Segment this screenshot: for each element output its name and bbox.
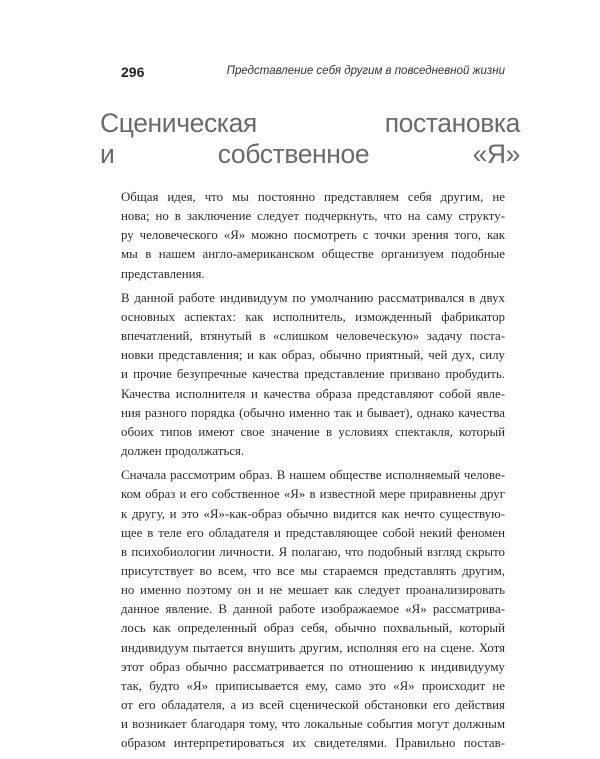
text-line: новки представления; и как образ, обычно приятный, чей дух, силу	[121, 348, 505, 363]
text-line: ния разного порядка (обычно именно так и бывает), однако качества	[121, 405, 505, 420]
text-line: Общая идея, что мы постоянно представляем себя другим, не	[121, 190, 505, 204]
text-line: лось как определенный образ себя, обычно похвальный, который	[121, 621, 505, 636]
text-line: образом интерпретироваться их свидетелями. Правильно постав-	[121, 736, 505, 751]
text-line: должен продолжаться.	[121, 444, 245, 459]
text-line: этот образ обычно рассматривается по отношению к индивидууму	[121, 659, 505, 674]
text-line: мы в нашем англо-американском обществе организуем подобные	[121, 247, 505, 262]
text-line: впечатлений, втянутый в «слишком человеческую» задачу поста-	[121, 329, 505, 344]
text-line: и прочие безупречные качества представление призвано пробудить.	[121, 367, 505, 382]
text-line: присутствует во всем, что все мы стараемся представлять другим,	[121, 563, 505, 578]
text-line: индивидуум пытается внушить другим, исполняя его на сцене. Хотя	[121, 640, 505, 655]
text-line: нова; но в заключение следует подчеркнуть, что на саму структу-	[121, 209, 505, 224]
text-line: представления.	[121, 266, 205, 281]
text-line: ру человеческого «Я» можно посмотреть с точки зрения того, как	[121, 228, 505, 243]
chapter-title-line: и собственное «Я»	[100, 139, 520, 169]
text-line: Качества исполнителя и качества образа представляют собой явле-	[121, 386, 505, 401]
text-line: к другу, и это «Я»-как-образ обычно видится как нечто существую-	[121, 506, 505, 521]
text-line: В данной работе индивидуум по умолчанию рассматривался в двух	[121, 290, 505, 305]
paragraph-1	[121, 188, 505, 284]
text-line: ком образ и его собственное «Я» в известной мере приравнены друг	[121, 487, 505, 502]
chapter-title	[100, 108, 520, 170]
text-line: но именно поэтому он и не мешает как следует проанализировать	[121, 583, 505, 598]
page-header	[121, 64, 505, 84]
paragraph-2	[121, 289, 505, 461]
page-number: 296	[121, 64, 145, 80]
chapter-title-line: Сценическая постановка	[100, 108, 520, 138]
text-line: щее в теле его обладателя и представляющее собой некий феномен	[121, 525, 505, 540]
text-line: от его обладателя, а из всей сценической обстановки его действия	[121, 698, 505, 713]
text-line: в психобиологии личности. Я полагаю, что подобный взгляд скрыто	[121, 544, 505, 559]
body-text	[121, 188, 505, 759]
text-line: Сначала рассмотрим образ. В нашем обществе исполняемый челове-	[121, 468, 505, 483]
paragraph-3	[121, 466, 505, 753]
running-head: Представление себя другим в повседневной жизни	[226, 65, 505, 77]
text-line: так, будто «Я» приписывается ему, само это «Я» происходит не	[121, 678, 505, 693]
text-line: и возникает благодаря тому, что локальные события могут должным	[121, 717, 505, 732]
text-line: данное явление. В данной работе изображаемое «Я» рассматрива-	[121, 602, 505, 617]
text-line: основных аспектах: как исполнитель, изможденный фабрикатор	[121, 309, 505, 324]
text-line: обоих типов имеют свое значение в условиях спектакля, который	[121, 424, 505, 439]
